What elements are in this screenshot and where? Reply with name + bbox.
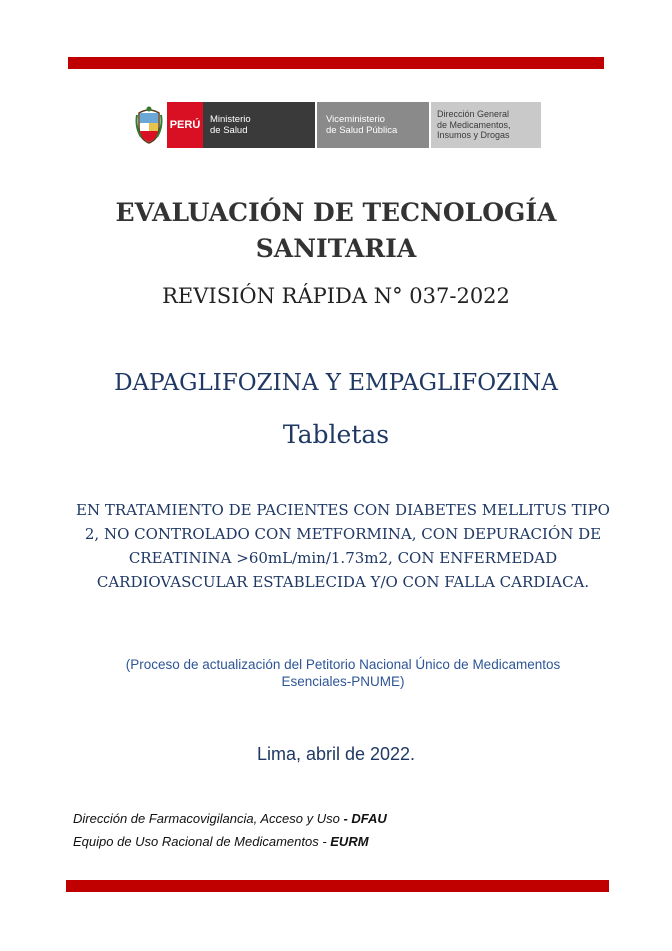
- vice-line2: de Salud Pública: [326, 125, 398, 136]
- ministry-line1: Ministerio: [210, 114, 251, 125]
- indication-text: EN TRATAMIENTO DE PACIENTES CON DIABETES MELLITUS TIPO 2, NO CONTROLADO CON METFORMINA, CON DEPURACIÓN DE CREATININA >60mL/min/1.73m2, CON ENFERMEDAD CARDIOVASCULAR ESTABLECIDA Y/O CON FALLA CARDIACA.: [76, 501, 610, 591]
- direction-line1: Dirección General: [437, 109, 510, 120]
- footer-line1-abbr: DFAU: [351, 811, 387, 826]
- peru-label: PERÚ: [167, 102, 203, 148]
- place-date: Lima, abril de 2022.: [256, 744, 416, 764]
- document-title-line1: EVALUACIÓN DE TECNOLOGÍA: [115, 198, 557, 227]
- process-note-line1: (Proceso de actualización del Petitorio Nacional Único de Medicamentos: [125, 657, 561, 672]
- direction-line2: de Medicamentos,: [437, 119, 511, 130]
- document-title-line2: SANITARIA: [255, 234, 417, 263]
- footer-line2-sep: -: [318, 834, 331, 849]
- footer-line2-abbr: EURM: [330, 834, 369, 849]
- drug-name: DAPAGLIFOZINA Y EMPAGLIFOZINA: [114, 370, 558, 396]
- top-red-bar: [68, 57, 604, 69]
- vice-ministry-label: [317, 102, 429, 148]
- process-note-line2: Esenciales-PNUME): [281, 674, 405, 689]
- ministry-label: [203, 102, 315, 148]
- process-note: [80, 656, 606, 690]
- footer-line2-text: Equipo de Uso Racional de Medicamentos: [73, 834, 319, 849]
- footer-line1-text: Dirección de Farmacovigilancia, Acceso y Uso: [73, 811, 340, 826]
- coat-of-arms-icon: [134, 102, 164, 148]
- footer-dfau: [73, 811, 387, 826]
- dosage-form: Tabletas: [282, 420, 390, 449]
- vice-line1: Viceministerio: [326, 114, 385, 125]
- review-number: REVISIÓN RÁPIDA N° 037-2022: [162, 284, 510, 308]
- ministry-line2: de Salud: [210, 125, 248, 136]
- footer-line1-sep: -: [339, 811, 352, 826]
- ministry-logo-banner: [134, 102, 541, 148]
- direction-label: [431, 102, 541, 148]
- direction-line3: Insumos y Drogas: [437, 130, 510, 141]
- bottom-red-bar: [66, 880, 609, 892]
- footer-eurm: [73, 834, 369, 849]
